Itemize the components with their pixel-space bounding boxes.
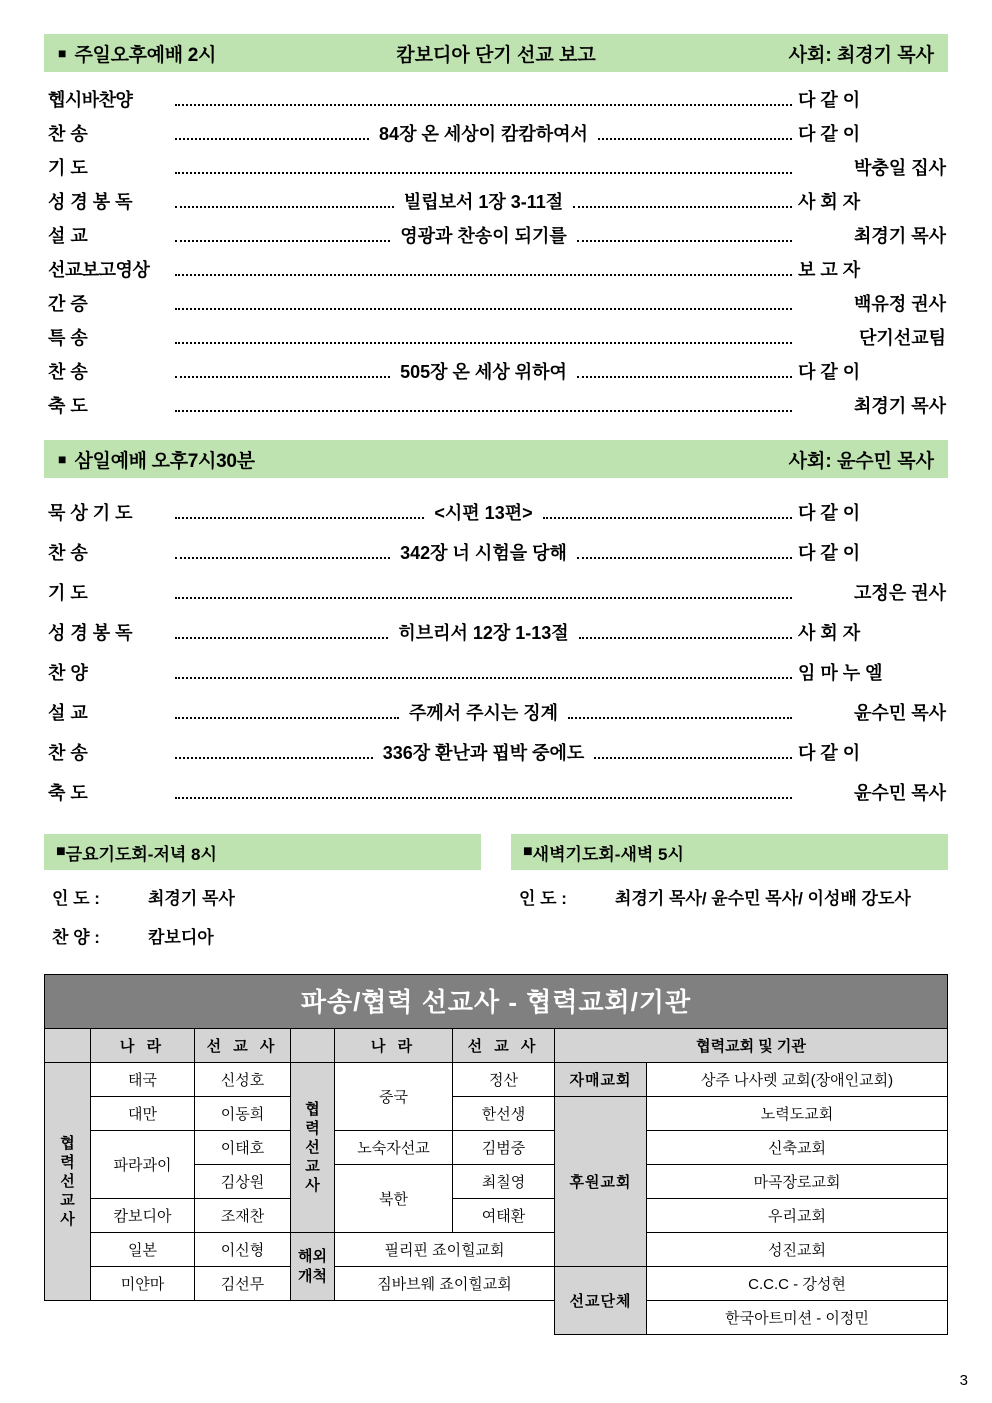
missionary-cell: 이태호 [195,1131,291,1165]
order-item-label: 설 교 [48,703,88,723]
friday-leader-label: 인 도 : [52,889,100,908]
partner-group-label: 선교단체 [555,1267,647,1335]
bullet-square-icon: ■ [523,843,533,860]
bullet-square-icon: ■ [58,45,67,61]
order-row [44,82,948,116]
overseas-item: 필리핀 죠이힐교회 [335,1233,555,1267]
missionary-cell: 이신형 [195,1233,291,1267]
partner-item: 마곡장로교회 [647,1165,948,1199]
dawn-prayer-header [511,834,948,870]
missionary-cell: 정산 [453,1063,555,1097]
order-item-label: 찬 양 [48,663,88,683]
order-row [44,652,948,692]
table-row [45,1233,948,1267]
country-cell: 북한 [335,1165,453,1233]
order-item-label: 헵시바찬양 [48,90,133,110]
service2-header [44,440,948,478]
missionary-cell: 김선무 [195,1267,291,1301]
overseas-item: 짐바브웨 죠이힐교회 [335,1267,555,1301]
order-item-detail [169,93,798,106]
table-row [45,1131,948,1165]
order-item-label: 간 증 [48,294,88,314]
order-item-label: 선교보고영상 [48,260,150,280]
order-item-label: 찬 송 [48,743,88,763]
order-row [44,612,948,652]
friday-leader-row [44,884,481,909]
order-item-label: 성 경 봉 독 [48,192,133,212]
order-item-person: 다 같 이 [798,543,861,563]
col-country-1: 나 라 [91,1029,195,1063]
col-partner-church: 협력교회 및 기관 [555,1029,948,1063]
order-item-label: 성 경 봉 독 [48,623,133,643]
page-number: 3 [959,1372,968,1389]
order-item-person: 다 같 이 [798,503,861,523]
partner-item: 노력도교회 [647,1097,948,1131]
row-header-partner-missionary: 협 력 선 교 사 [45,1063,91,1301]
service1-title: 주일오후예배 2시 [74,44,217,66]
partner-item: 성진교회 [647,1233,948,1267]
service2-order [44,492,948,812]
missionary-cell: 한선생 [453,1097,555,1131]
order-item-label: 기 도 [48,583,88,603]
partner-group-label: 자매교회 [555,1063,647,1097]
friday-praise-value: 캄보디아 [148,928,214,947]
partner-item: C.C.C - 강성현 [647,1267,948,1301]
order-item-detail [169,786,798,799]
partner-item: 한국아트미션 - 이정민 [647,1301,948,1335]
country-cell: 파라과이 [91,1131,195,1199]
order-row [44,772,948,812]
order-row [44,692,948,732]
order-item-label: 특 송 [48,328,88,348]
missionary-table-section [44,974,948,1335]
order-item-label: 찬 송 [48,543,88,563]
order-item-detail: 영광과 찬송이 되기를 [169,222,798,248]
col-missionary-1: 선 교 사 [195,1029,291,1063]
row-header-partner-missionary-2: 협 력 선 교 사 [291,1063,335,1233]
row-header-overseas: 해외 개척 [291,1233,335,1301]
order-row [44,252,948,286]
order-item-person: 사 회 자 [798,623,861,643]
order-row [44,150,948,184]
bullet-square-icon: ■ [58,451,67,467]
friday-leader-value: 최경기 목사 [148,889,235,908]
order-row [44,354,948,388]
order-item-detail: 505장 온 세상 위하여 [169,358,798,384]
order-item-label: 묵 상 기 도 [48,503,133,523]
order-item-person: 최경기 목사 [854,226,946,246]
service2-leader: 사회: 윤수민 목사 [788,450,934,472]
order-item-detail [169,161,798,174]
dawn-prayer-title: 새벽기도회-새벽 5시 [532,844,684,864]
order-item-person: 박충일 집사 [854,158,946,178]
order-item-person: 다 같 이 [798,124,861,144]
table-header-row [45,1029,948,1063]
order-item-detail [169,263,798,276]
order-row [44,492,948,532]
order-item-detail [169,586,798,599]
order-item-label: 축 도 [48,396,88,416]
order-item-detail [169,399,798,412]
missionary-cell: 최칠영 [453,1165,555,1199]
table-row [45,1199,948,1233]
order-row [44,184,948,218]
order-row [44,286,948,320]
order-item-person: 고정은 권사 [854,583,946,603]
order-item-person: 다 같 이 [798,743,861,763]
order-item-person: 백유정 권사 [854,294,946,314]
country-cell: 미얀마 [91,1267,195,1301]
order-item-person: 다 같 이 [798,90,861,110]
country-cell: 태국 [91,1063,195,1097]
service1-header [44,34,948,72]
missionary-cell: 김범중 [453,1131,555,1165]
col-missionary-2: 선 교 사 [453,1029,555,1063]
order-item-detail: 336장 환난과 핍박 중에도 [169,739,798,765]
friday-praise-row [44,923,481,948]
order-item-detail [169,297,798,310]
order-row [44,320,948,354]
table-row [45,1267,948,1301]
order-row [44,732,948,772]
order-item-person: 보 고 자 [798,260,861,280]
order-item-person: 최경기 목사 [854,396,946,416]
dawn-prayer-block [511,834,948,948]
order-item-detail: 342장 너 시험을 당해 [169,539,798,565]
partner-item: 신축교회 [647,1131,948,1165]
partner-item: 상주 나사렛 교회(장애인교회) [647,1063,948,1097]
missionary-table [44,1028,948,1335]
dawn-leader-value: 최경기 목사/ 윤수민 목사/ 이성배 강도사 [615,889,911,908]
partner-item: 우리교회 [647,1199,948,1233]
table-row [45,1063,948,1097]
missionary-table-title: 파송/협력 선교사 - 협력교회/기관 [44,974,948,1028]
missionary-cell: 신성호 [195,1063,291,1097]
order-item-label: 찬 송 [48,362,88,382]
country-cell: 대만 [91,1097,195,1131]
order-item-person: 단기선교팀 [859,328,946,348]
friday-prayer-header [44,834,481,870]
order-item-person: 임 마 누 엘 [798,663,883,683]
missionary-cell: 조재찬 [195,1199,291,1233]
partner-group-label: 후원교회 [555,1097,647,1267]
order-item-label: 설 교 [48,226,88,246]
order-item-detail: 히브리서 12장 1-13절 [169,619,798,645]
country-cell: 캄보디아 [91,1199,195,1233]
dawn-leader-label: 인 도 : [519,889,567,908]
col-country-2: 나 라 [335,1029,453,1063]
country-cell: 일본 [91,1233,195,1267]
service1-leader: 사회: 최경기 목사 [788,44,934,66]
order-item-detail: <시편 13편> [169,499,798,525]
table-row [45,1301,948,1335]
order-row [44,218,948,252]
table-row [45,1097,948,1131]
country-cell: 중국 [335,1063,453,1131]
order-row [44,572,948,612]
order-item-detail: 84장 온 세상이 캄캄하여서 [169,120,798,146]
order-row [44,116,948,150]
order-item-person: 사 회 자 [798,192,861,212]
order-item-label: 기 도 [48,158,88,178]
service2-title: 삼일예배 오후7시30분 [74,450,255,472]
missionary-cell: 여태환 [453,1199,555,1233]
order-item-person: 다 같 이 [798,362,861,382]
order-item-detail [169,331,798,344]
missionary-cell: 김상원 [195,1165,291,1199]
order-item-label: 찬 송 [48,124,88,144]
service1-order [44,82,948,422]
dawn-leader-row [511,884,948,909]
order-item-detail: 빌립보서 1장 3-11절 [169,188,798,214]
friday-praise-label: 찬 양 : [52,928,100,947]
blank-cell [291,1029,335,1063]
order-row [44,388,948,422]
order-item-person: 윤수민 목사 [854,703,946,723]
friday-prayer-title: 금요기도회-저녁 8시 [65,844,217,864]
country-cell: 노숙자선교 [335,1131,453,1165]
prayer-meetings [44,834,948,948]
order-item-label: 축 도 [48,783,88,803]
order-row [44,532,948,572]
service1-center-title: 캄보디아 단기 선교 보고 [396,44,596,66]
blank-cell [45,1029,91,1063]
order-item-detail: 주께서 주시는 징계 [169,699,798,725]
missionary-cell: 이동희 [195,1097,291,1131]
order-item-detail [169,666,798,679]
order-item-person: 윤수민 목사 [854,783,946,803]
bullet-square-icon: ■ [56,843,66,860]
friday-prayer-block [44,834,481,948]
